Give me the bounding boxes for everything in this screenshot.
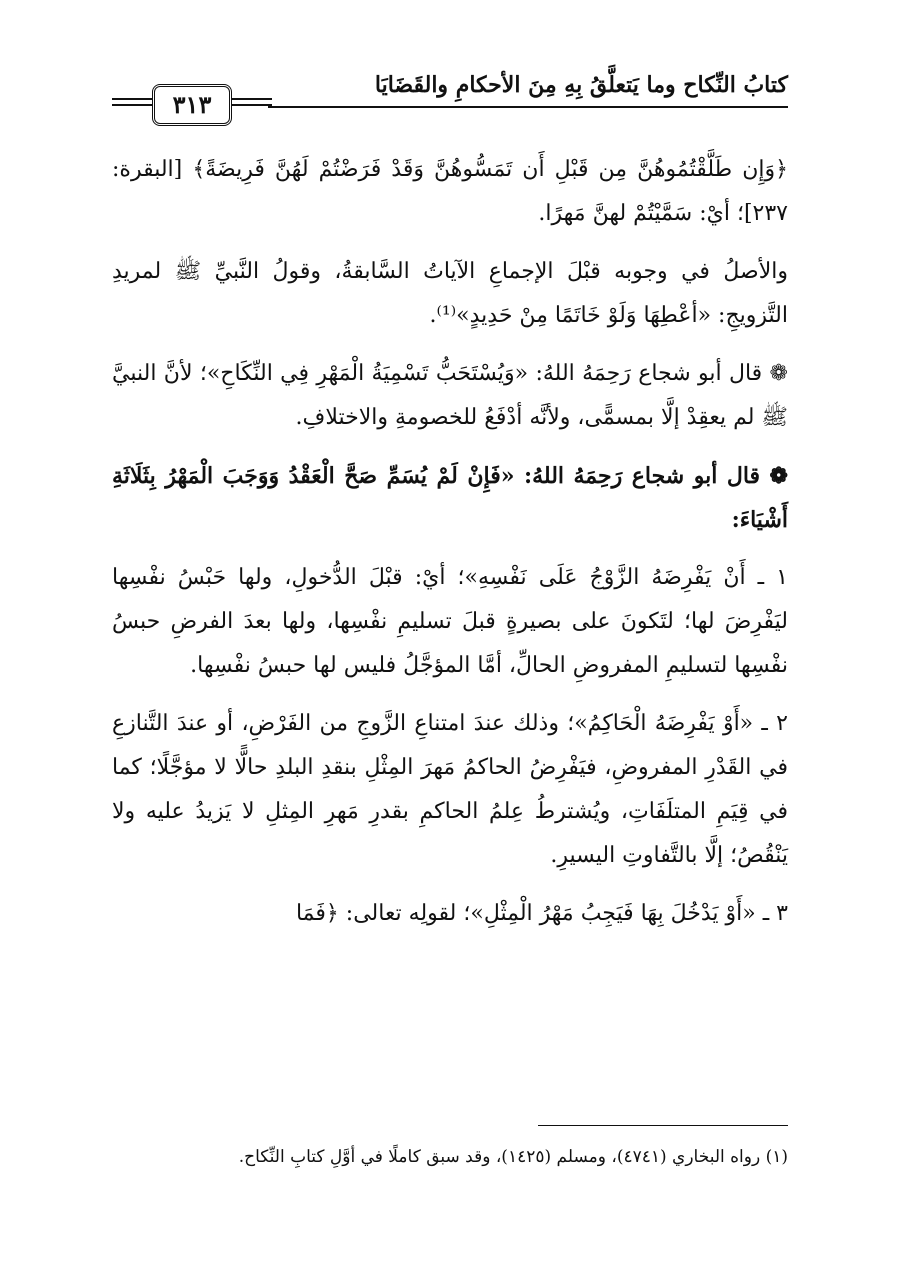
list-item-3: ٣ ـ «أَوْ يَدْخُلَ بِهَا فَيَجِبُ مَهْرُ الْمِثْلِ»؛ لقولِه تعالى: ﴿فَمَا bbox=[295, 901, 788, 926]
running-title: كتابُ النِّكاح وما يَتعلَّقُ بِهِ مِنَ الأحكامِ والقَضَايَا bbox=[374, 72, 788, 98]
matn-paragraph-1: ❁ قال أبو شجاع رَحِمَهُ اللهُ: «وَيُسْتَحَبُّ تَسْمِيَةُ الْمَهْرِ فِي النِّكَاحِ»؛ لأنَّ النبيَّ ﷺ لم يعقِدْ إلَّا بمسمًّى، ولأنَّه أدْفَعُ للخصومةِ والاختلافِ. bbox=[112, 361, 788, 430]
evidence-paragraph: والأصلُ في وجوبه قبْلَ الإجماعِ الآياتُ السَّابقةُ، وقولُ النَّبيِّ ﷺ لمريدِ التَّزويجِ: «أعْطِهَا وَلَوْ خَاتَمًا مِنْ حَدِيدٍ»⁽¹⁾. bbox=[112, 259, 788, 328]
list-item-1: ١ ـ أَنْ يَفْرِضَهُ الزَّوْجُ عَلَى نَفْسِهِ»؛ أيْ: قبْلَ الدُّخولِ، ولها حَبْسُ نفْسِها ليَفْرِضَ لها؛ لتَكونَ على بصيرةٍ قبلَ تسليمِ نفْسِها، ولها بعدَ الفرضِ حبسُ نفْسِها لتسليمِ المفروضِ الحالِّ، أمَّا المؤجَّلُ فليس لها حبسُ نفْسِها. bbox=[112, 565, 788, 678]
footnote: (١) رواه البخاري (٤٧٤١)، ومسلم (١٤٢٥)، وقد سبق كاملًا في أوَّلِ كتابِ النِّكاح. bbox=[238, 1147, 788, 1167]
page-number: ٣١٣ bbox=[152, 84, 232, 126]
footnote-separator bbox=[538, 1125, 788, 1126]
quran-verse-paragraph: ﴿وَإِن طَلَّقْتُمُوهُنَّ مِن قَبْلِ أَن تَمَسُّوهُنَّ وَقَدْ فَرَضْتُمْ لَهُنَّ فَرِيضَةً﴾ [البقرة: ٢٣٧]؛ أيْ: سَمَّيْتُمْ لهنَّ مَهرًا. bbox=[112, 157, 788, 226]
matn-paragraph-2: ❁ قال أبو شجاع رَحِمَهُ اللهُ: «فَإِنْ لَمْ يُسَمِّ صَحَّ الْعَقْدُ وَوَجَبَ الْمَهْرُ بِثَلَاثَةِ أَشْيَاءَ: bbox=[112, 463, 788, 533]
header-rule bbox=[268, 106, 788, 108]
list-item-2: ٢ ـ «أَوْ يَفْرِضَهُ الْحَاكِمُ»؛ وذلك عندَ امتناعِ الزَّوجِ من الفَرْضِ، أو عندَ التَّنازعِ في القَدْرِ المفروضِ، فيَفْرِضُ الحاكمُ مَهرَ المِثْلِ بنقدِ البلدِ حالًّا لا مؤجَّلًا؛ كما في قِيَمِ المتلَفَاتِ، ويُشترطُ عِلمُ الحاكمِ بقدرِ مَهرِ المِثلِ لا يَزيدُ عليه ولا يَنْقُصُ؛ إلَّا بالتَّفاوتِ اليسيرِ. bbox=[112, 711, 788, 868]
page-body bbox=[112, 148, 788, 950]
page-header bbox=[112, 68, 788, 128]
